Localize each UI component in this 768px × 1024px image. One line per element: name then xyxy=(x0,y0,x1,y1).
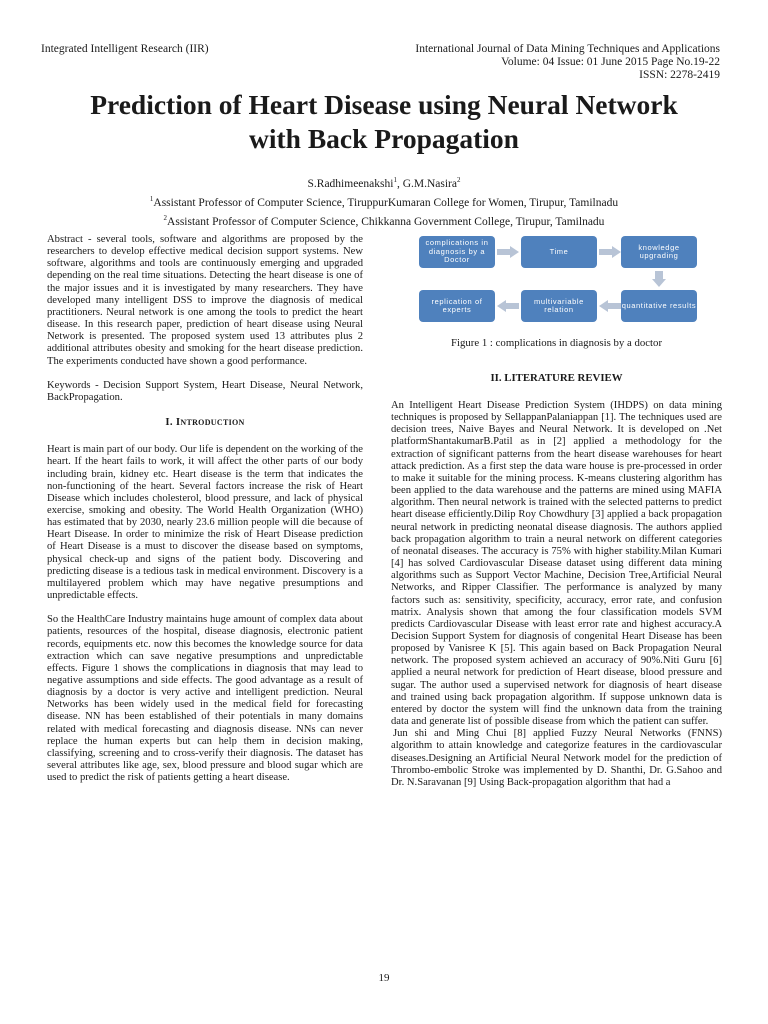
right-column xyxy=(391,400,722,801)
journal-short-name: Integrated Intelligent Research (IIR) xyxy=(41,43,209,55)
introduction-heading: I. Introduction xyxy=(165,416,245,429)
author-1-sup: 1 xyxy=(393,176,397,184)
figure-1-caption: Figure 1 : complications in diagnosis by a doctor xyxy=(450,337,663,349)
left-column xyxy=(47,234,363,796)
box-quantitative-results: quantitative results xyxy=(621,290,697,322)
title-line-2: with Back Propagation xyxy=(249,123,519,154)
literature-review-heading: II. LITERATURE REVIEW xyxy=(490,372,623,384)
literature-paragraph-1: An Intelligent Heart Disease Prediction System (IHDPS) on data mining techniques is proposed by SellappanPalaniappan [1]. The techniques used are decision trees, Naive Bayes and Neural Network. It is developed on .Net platformShantakumarB.Patil as in [2] applied a methodology for the extraction of significant patterns from the heart disease warehouses for heart attack prediction. As a first step the data ware house is pre-processed in order to make it suitable for the mining process. K-means clustering algorithm has been applied to the data warehouse and the patterns are mined using MAFIA algorithm. Then neural network is trained with the selected patterns to predict heart disease efficiently.Dilip Roy Chowdhury [3] applied a back propagation neural network in predicting neonatal disease diagnosis. The authors applied back propagation algorithm to train a neural network on different categories of neonatal diseases. The accuracy is 75% with higher stability.Milan Kumari [4] has solved Cardiovascular Disease dataset using different data mining algorithms such as Support Vector Machine, Decision Tree,Artificial Neural Networks, and Ripper Classifier. The performance is analyzed by many factors such as: sensitivity, specificity, accuracy, error rate, and confusion matrix. Analysis shown that among the four classification models SVM predicts Cardiovascular Disease with least error rate and highest accuracy.A Decision Support System for diagnosis of congenital Heart Disease has been proposed by Vanisree K [5]. This again based on Back Propagation Neural network. The proposed system achieved an accuracy of 90%.Niti Guru [6] applied a neural network for prediction of Heart disease, blood pressure and sugar. The author used a supervised network for diagnosis of heart disease and trained using back propagation algorithm. If suppose unknown data is entered by doctor the system will find the unknown data from the training data and generate list of possible disease from which the patient can suffer. xyxy=(391,400,722,728)
box-complications: complications in diagnosis by a Doctor xyxy=(419,236,495,268)
abstract: Abstract - several tools, software and algorithms are proposed by the researchers to develop effective medical decision support systems. New software, algorithms and tools are continuously emerging and upgraded depending on the real time situations. Detecting the heart disease is one of the major issues and it is investigated by many researchers. They have developed many intelligent DSS to improve the diagnosis of medical practitioners. Neural network is one among the tools to predict the heart disease. In this research paper, prediction of heart disease using Neural Network is presented. The proposed system used 13 attributes plus 2 additional attributes obesity and smoking for the heart disease prediction. The experiments conducted have shown a good performance. xyxy=(47,234,363,367)
affiliation-2-text: Assistant Professor of Computer Science, Chikkanna Government College, Tirupur, Tamilnadu xyxy=(167,215,605,228)
arrow-left-icon xyxy=(599,300,621,312)
issn: ISSN: 2278-2419 xyxy=(639,69,720,81)
arrow-right-icon xyxy=(497,246,519,258)
journal-info xyxy=(415,43,720,82)
affiliation-1-text: Assistant Professor of Computer Science, TiruppurKumaran College for Women, Tirupur, Tamilnadu xyxy=(153,196,619,209)
intro-paragraph-1: Heart is main part of our body. Our life is dependent on the working of the heart. If the heart fails to work, it will affect the other parts of our body including brain, kidney etc. Heart disease is the term that indicates the non-functioning of the heart. Several factors increase the risk of Heart Disease which includes cholesterol, blood pressure, and lack of physical exercise, smoking and obesity. The World Health Organization (WHO) has estimated that by 2030, nearly 23.6 million people will die because of Heart Disease. In order to minimize the risk of Heart Disease prediction of Heart Disease is a must to discover the disease based on symptoms, physical check-up and signs of the patient body. Discovering and predicting disease is a tedious task in medical environment. Discovery is a multilayered problem which may have negative presumptions and unpredictable effects. xyxy=(47,444,363,602)
author-block xyxy=(0,173,768,229)
box-multivariable-relation: multivariable relation xyxy=(521,290,597,322)
paper-title xyxy=(20,88,748,156)
title-line-1: Prediction of Heart Disease using Neural Network xyxy=(90,89,678,120)
author-names xyxy=(0,173,768,192)
keywords: Keywords - Decision Support System, Heart Disease, Neural Network, BackPropagation. xyxy=(47,379,363,403)
page-number: 19 xyxy=(378,972,390,984)
arrow-right-icon xyxy=(599,246,621,258)
volume-issue: Volume: 04 Issue: 01 June 2015 Page No.19-22 xyxy=(501,56,720,68)
journal-name: International Journal of Data Mining Techniques and Applications xyxy=(415,43,720,55)
author-1: S.Radhimeenakshi xyxy=(307,177,394,190)
arrow-left-icon xyxy=(497,300,519,312)
box-time: Time xyxy=(521,236,597,268)
author-2-sup: 2 xyxy=(456,176,461,184)
intro-paragraph-2: So the HealthCare Industry maintains huge amount of complex data about patients, resources of the hospital, disease diagnosis, electronic patient records, equipments etc. now this becomes the knowledge source for data extraction which can save negative presumptions and unpredictable effects. Figure 1 shows the complications in diagnosis that may lead to negative assumptions and side effects. The good advantage as a result of diagnosis by a doctor is very active and intelligent prediction. Neural Networks has been widely used in the medical field for forecasting disease. NN has been established of their potentials in many domains related with medical forecasting and diagnosis disease. NNs can never replace the human experts but can help them in decision making, classifying, screening and to cross-verify their diagnosis. The dataset has several attributes like age, sex, blood pressure and blood sugar which are used to predict the risk of patients getting a heart disease. xyxy=(47,614,363,784)
author-separator: , xyxy=(396,177,403,190)
author-2: G.M.Nasira xyxy=(402,177,457,190)
affiliation-1 xyxy=(0,192,768,211)
box-knowledge-upgrading: knowledge upgrading xyxy=(621,236,697,268)
figure-1-diagram xyxy=(415,234,715,326)
affiliation-2-sup: 2 xyxy=(163,213,168,222)
affiliation-2 xyxy=(0,211,768,230)
affiliation-1-sup: 1 xyxy=(149,194,154,203)
arrow-down-icon xyxy=(652,271,666,287)
literature-paragraph-2: Jun shi and Ming Chui [8] applied Fuzzy Neural Networks (FNNS) algorithm to attain knowledge and categorize features in the cardiovascular diseases.Designing an Artificial Neural Network model for the prediction of Thrombo-embolic Stroke was implemented by D. Shanthi, Dr. G.Sahoo and Dr. N.Saravanan [9] Using Back-propagation algorithm that had a xyxy=(391,728,722,788)
box-replication-of-experts: replication of experts xyxy=(419,290,495,322)
